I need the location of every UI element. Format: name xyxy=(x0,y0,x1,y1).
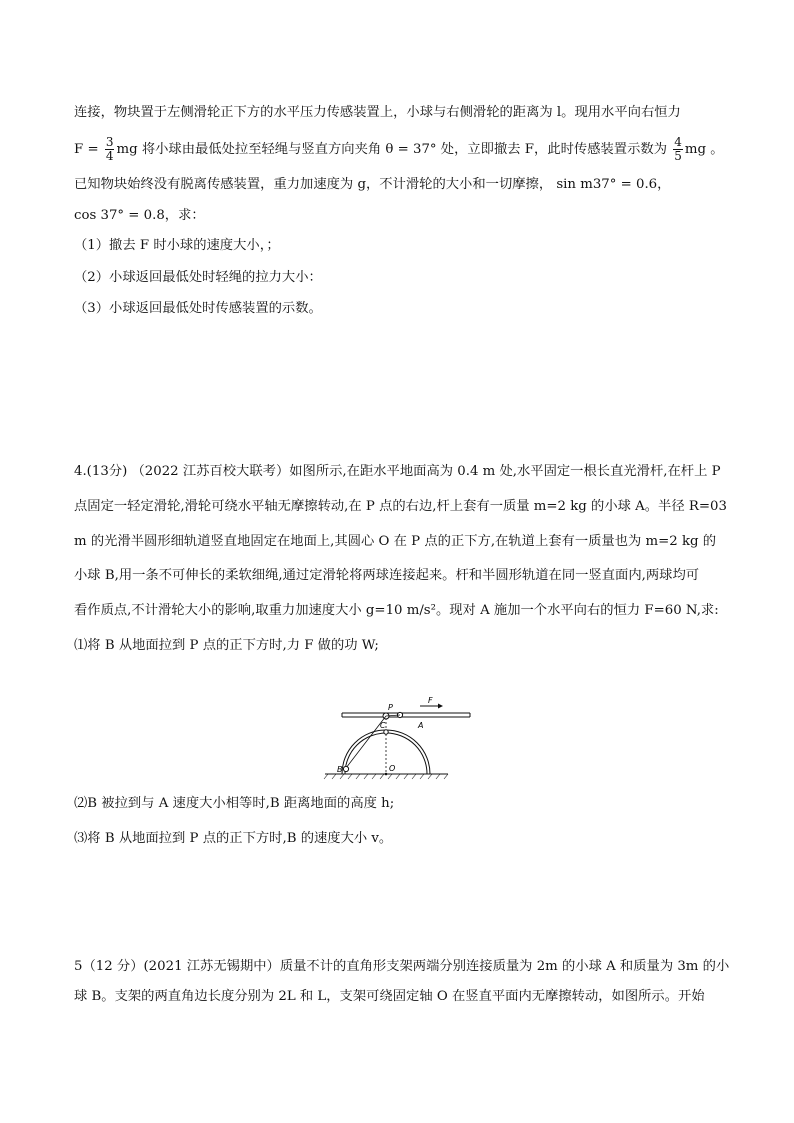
q3-subquestion-2: （2）小球返回最低处时轻绳的拉力大小： xyxy=(74,270,322,285)
label-p: P xyxy=(388,703,393,712)
point-c xyxy=(384,730,388,734)
q3-line-1: 连接，物块置于左侧滑轮正下方的水平压力传感装置上，小球与右侧滑轮的距离为 l。现用水平向右恒力 xyxy=(74,105,681,120)
ball-b xyxy=(343,766,348,771)
q4-line-1: 4.(13分) （2022 江苏百校大联考）如图所示,在距水平地面高为 0.4 m 处,水平固定一根长直光滑杆,在杆上 P xyxy=(74,464,721,479)
q3-line-4: cos 37° = 0.8，求： xyxy=(74,208,205,223)
force-arrow-head xyxy=(438,704,443,709)
label-c: C xyxy=(380,721,386,730)
label-f: F xyxy=(428,696,433,705)
q4-subquestion-2: ⑵B 被拉到与 A 速度大小相等时,B 距离地面的高度 h; xyxy=(74,796,395,811)
q5-line-2: 球 B。支架的两直角边长度分别为 2L 和 L，支架可绕固定轴 O 在竖直平面内无摩擦转动，如图所示。开始 xyxy=(74,989,705,1004)
q3-subquestion-1: （1）撤去 F 时小球的速度大小，； xyxy=(74,238,280,253)
q4-line-3: m 的光滑半圆形细轨道竖直地固定在地面上,其圆心 O 在 P 点的正下方,在轨道上套有一质量也为 m=2 kg 的 xyxy=(74,534,717,549)
q4-line-2: 点固定一轻定滑轮,滑轮可绕水平轴无摩擦转动,在 P 点的右边,杆上套有一质量 m=2 kg 的小球 A。半径 R=03 xyxy=(74,499,727,514)
label-o: O xyxy=(389,764,396,773)
q3-line-2-end: mg 。 xyxy=(684,142,724,157)
q4-subquestion-1: ⑴将 B 从地面拉到 P 点的正下方时,力 F 做的功 W; xyxy=(74,638,379,653)
q3-subquestion-3: （3）小球返回最低处时传感装置的示数。 xyxy=(74,301,322,316)
q4-subquestion-3: ⑶将 B 从地面拉到 P 点的正下方时,B 的速度大小 v。 xyxy=(74,831,393,846)
q3-force-label: F = xyxy=(74,142,99,157)
q3-line-2-middle: mg 将小球由最低处拉至轻绳与竖直方向夹角 θ = 37° 处，立即撤去 F，此时传感装置示数为 xyxy=(116,142,667,157)
q3-fraction-three-quarters: $\frac{3}{4}$ xyxy=(105,135,114,163)
label-b: B xyxy=(337,765,343,774)
q5-line-1: 5（12 分）(2021 江苏无锡期中）质量不计的直角形支架两端分别连接质量为 2m 的小球 A 和质量为 3m 的小 xyxy=(74,959,730,974)
q3-line-3: 已知物块始终没有脱离传感装置，重力加速度为 g，不计滑轮的大小和一切摩擦， sin m37° = 0.6， xyxy=(74,177,671,192)
q4-line-5: 看作质点,不计滑轮大小的影响,取重力加速度大小 g=10 m/s²。现对 A 施加一个水平向右的恒力 F=60 N,求: xyxy=(74,603,719,618)
q3-line-2 xyxy=(74,136,724,163)
q3-fraction-four-fifths: $\frac{4}{5}$ xyxy=(674,135,682,163)
point-o xyxy=(385,773,388,776)
label-a: A xyxy=(418,721,424,730)
q4-figure xyxy=(320,696,475,784)
q4-line-4: 小球 B,用一条不可伸长的柔软细绳,通过定滑轮将两球连接起来。杆和半圆形轨道在同一竖直面内,两球均可 xyxy=(74,568,700,583)
